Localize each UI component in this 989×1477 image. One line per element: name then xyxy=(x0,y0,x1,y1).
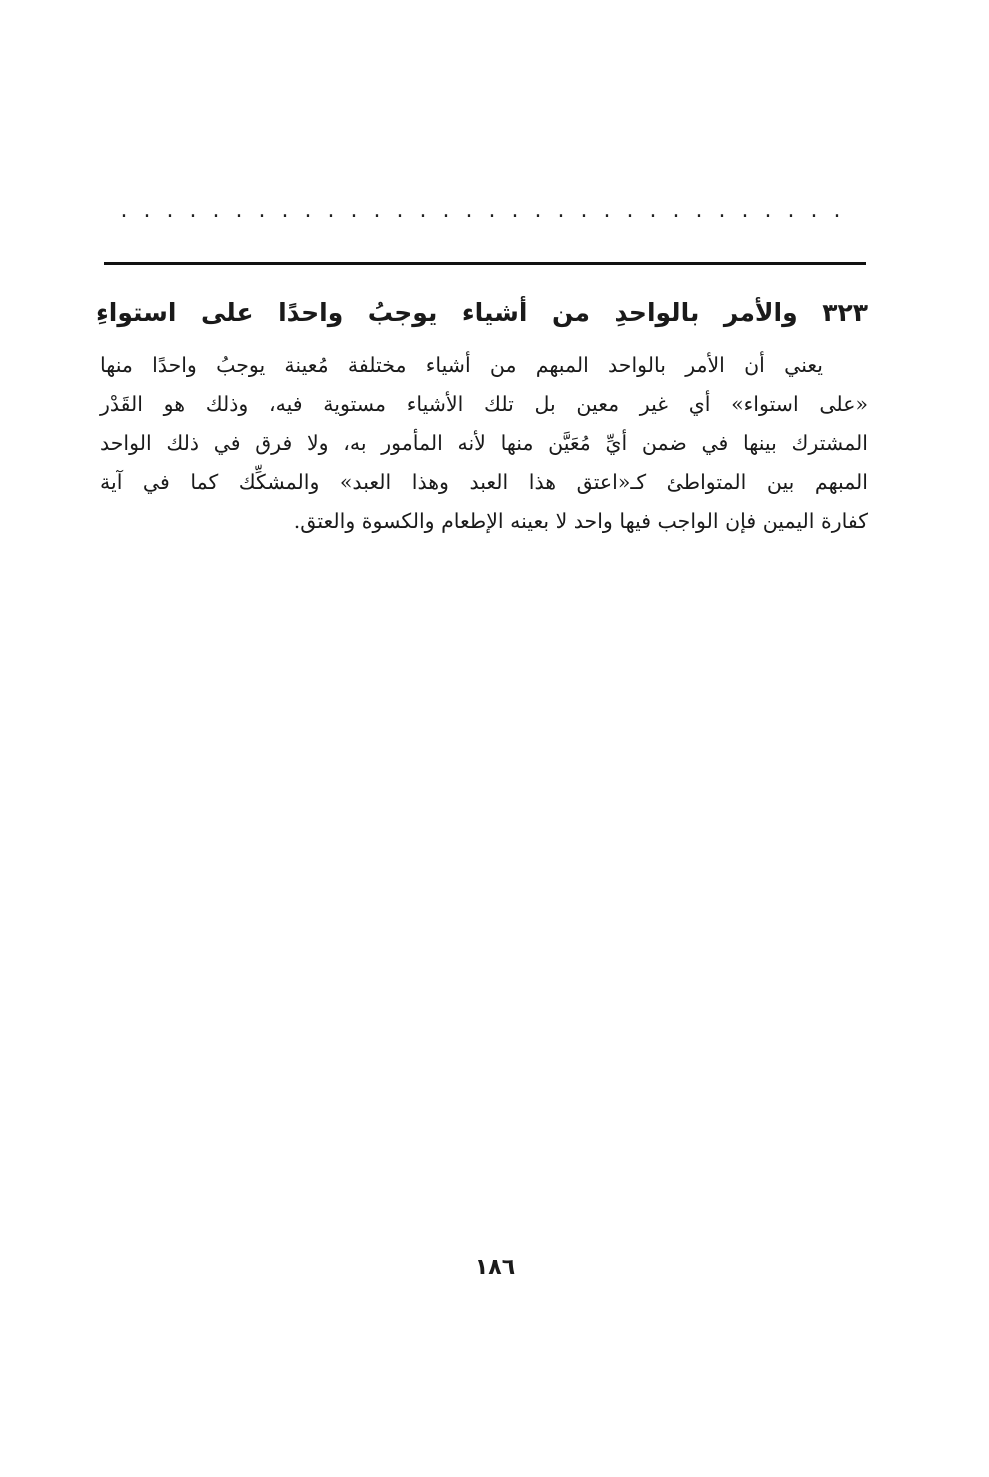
separator-dot: . xyxy=(741,198,749,223)
verse-line xyxy=(96,287,868,337)
separator-dot: . xyxy=(695,198,703,223)
commentary-paragraph xyxy=(100,346,868,541)
verse-word: على xyxy=(200,297,254,327)
page-number: ١٨٦ xyxy=(474,1255,516,1280)
commentary-line: المشترك بينها في ضمن أيِّ مُعَيَّن منها لأنه المأمور به، ولا فرق في ذلك الواحد xyxy=(100,431,868,455)
separator-dot: . xyxy=(396,198,404,223)
dotted-separator xyxy=(118,196,845,226)
verse-number: ٣٢٣ xyxy=(822,297,868,327)
separator-dot: . xyxy=(304,198,312,223)
separator-dot: . xyxy=(350,198,358,223)
separator-dot: . xyxy=(580,198,588,223)
separator-dot: . xyxy=(465,198,473,223)
separator-dot: . xyxy=(557,198,565,223)
separator-dot: . xyxy=(787,198,795,223)
verse-word: أشياء xyxy=(461,297,528,327)
separator-dot: . xyxy=(672,198,680,223)
separator-dot: . xyxy=(212,198,220,223)
separator-dot: . xyxy=(718,198,726,223)
verse-word: من xyxy=(551,297,590,327)
separator-dot: . xyxy=(649,198,657,223)
commentary-line: كفارة اليمين فإن الواجب فيها واحد لا بعينه الإطعام والكسوة والعتق. xyxy=(293,509,868,533)
commentary-line: المبهم بين المتواطئ كـ«اعتق هذا العبد وهذا العبد» والمشكِّك كما في آية xyxy=(100,470,868,494)
verse-word: واحدًا xyxy=(278,297,344,327)
separator-dot: . xyxy=(281,198,289,223)
separator-dot: . xyxy=(511,198,519,223)
verse-word: يوجبُ xyxy=(367,297,438,327)
verse-word: استواءِ xyxy=(96,297,177,327)
horizontal-rule xyxy=(104,262,866,265)
separator-dot: . xyxy=(626,198,634,223)
separator-dot: . xyxy=(258,198,266,223)
separator-dot: . xyxy=(419,198,427,223)
separator-dot: . xyxy=(189,198,197,223)
separator-dot: . xyxy=(534,198,542,223)
separator-dot: . xyxy=(764,198,772,223)
separator-dot: . xyxy=(120,198,128,223)
separator-dot: . xyxy=(810,198,818,223)
commentary-line: «على استواء» أي غير معين بل تلك الأشياء مستوية فيه، وذلك هو القَدْر xyxy=(100,392,868,416)
separator-dot: . xyxy=(488,198,496,223)
separator-dot: . xyxy=(603,198,611,223)
separator-dot: . xyxy=(373,198,381,223)
verse-word: بالواحدِ xyxy=(614,297,700,327)
separator-dot: . xyxy=(235,198,243,223)
verse-word: والأمر xyxy=(723,297,798,327)
separator-dot: . xyxy=(143,198,151,223)
commentary-line: يعني أن الأمر بالواحد المبهم من أشياء مختلفة مُعينة يوجبُ واحدًا منها xyxy=(100,353,823,377)
separator-dot: . xyxy=(833,198,841,223)
separator-dot: . xyxy=(327,198,335,223)
separator-dot: . xyxy=(442,198,450,223)
separator-dot: . xyxy=(166,198,174,223)
